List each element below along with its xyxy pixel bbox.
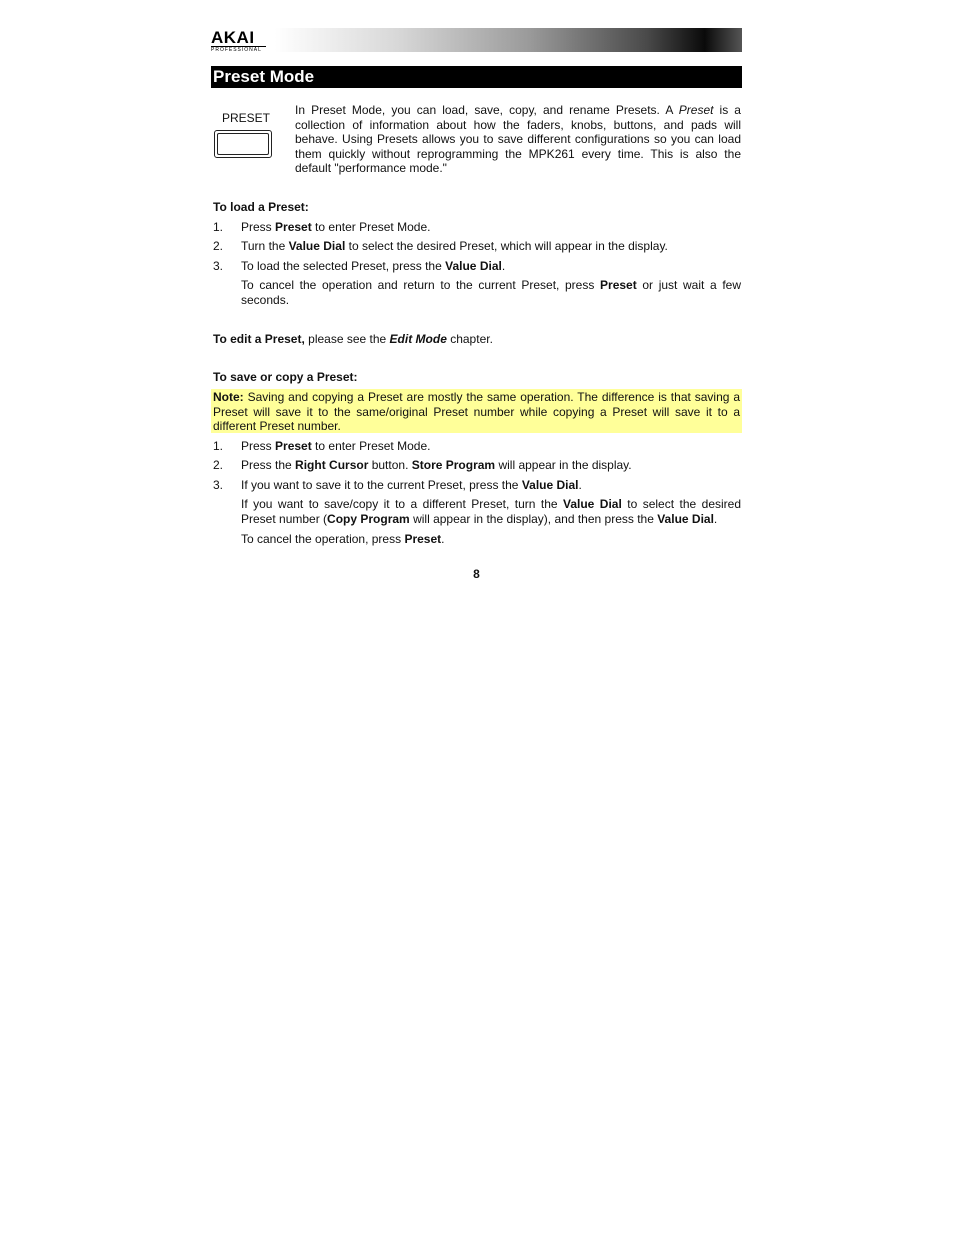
akai-logo: [211, 28, 269, 53]
header-gradient-bar: [211, 28, 742, 52]
logo-main-text: AKAI: [211, 28, 255, 47]
save-heading: To save or copy a Preset:: [213, 370, 358, 384]
note-box: Note: Saving and copying a Preset are mostly the same operation. The difference is that saving a Preset will save it to the same/original Preset number while copying a Preset will save it to a different Preset number.: [213, 390, 740, 434]
page-number: 8: [473, 567, 480, 581]
note-label: Note:: [213, 390, 244, 404]
logo-sub-text: PROFESSIONAL: [211, 46, 266, 53]
load-heading: To load a Preset:: [213, 200, 309, 214]
intro-paragraph: In Preset Mode, you can load, save, copy, and rename Presets. A Preset is a collection of information about how the faders, knobs, buttons, and pads will behave. Using Presets allows you to save different configurations so you can load them quickly without reprogramming the MPK261 every time. This is also the default "performance mode.": [295, 103, 741, 176]
preset-button-icon: [214, 130, 272, 158]
section-title: Preset Mode: [213, 67, 315, 86]
edit-paragraph: To edit a Preset, please see the Edit Mode chapter.: [213, 332, 493, 346]
section-title-bar: [211, 66, 742, 88]
preset-button-label: PRESET: [221, 111, 270, 125]
